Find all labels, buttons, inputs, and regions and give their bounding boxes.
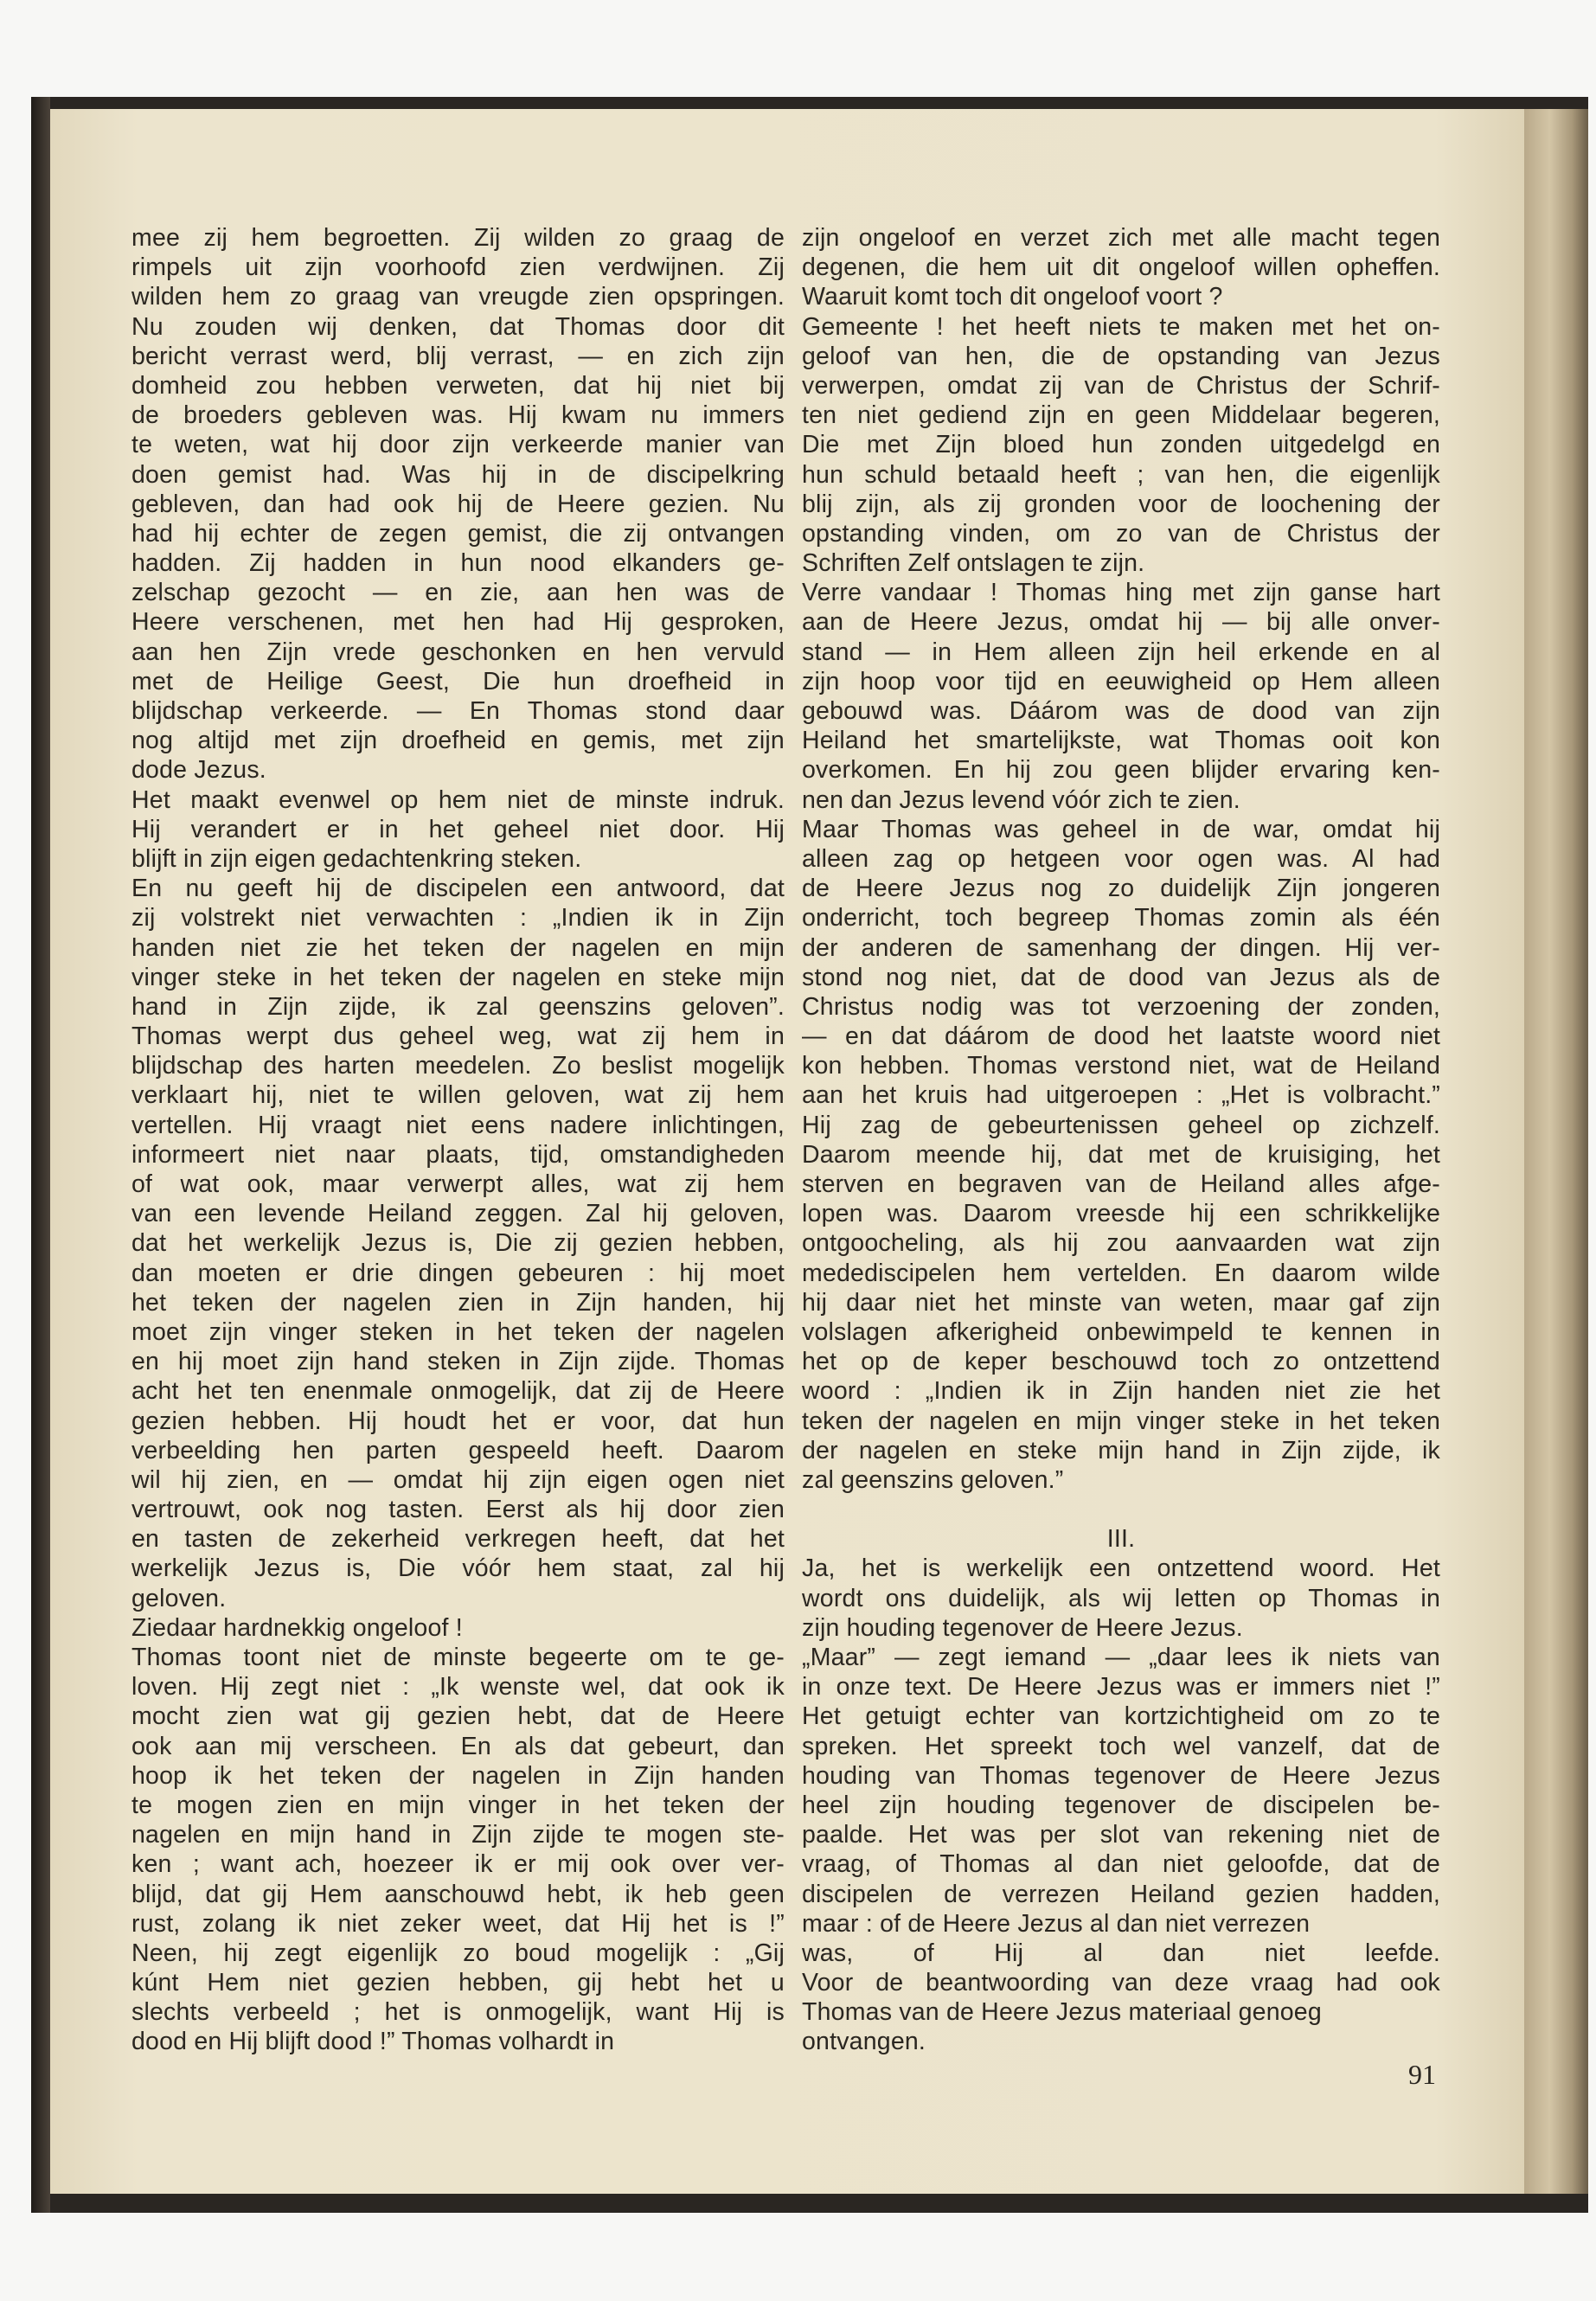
text-line: — en dat dáárom de dood het laatste woord niet [802,1022,1440,1051]
text-line: loven. Hij zegt niet : „Ik wenste wel, dat ook ik [131,1673,785,1702]
text-line: kúnt Hem niet gezien hebben, gij hebt het u [131,1969,785,1997]
text-line: Thomas toont niet de minste begeerte om te ge- [131,1644,785,1671]
text-line: ontvangen. [802,2028,926,2056]
text-line: blijd, dat gij Hem aanschouwd hebt, ik heb geen [131,1880,785,1908]
text-line: volslagen afkerigheid onbewimpeld te kennen in [802,1317,1440,1346]
text-line: zijn hoop voor tijd en eeuwigheid op Hem alleen [802,667,1440,695]
text-line: en tasten de zekerheid verkregen heeft, dat het [131,1525,785,1554]
text-line: gebouwd was. Dáárom was de dood van zijn [802,697,1440,725]
text-line: opstanding vinden, om zo van de Christus der [802,519,1440,548]
text-line: aan hen Zijn vrede geschonken en hen vervuld [131,638,785,666]
text-line: discipelen de verrezen Heiland gezien hadden, [802,1880,1440,1908]
text-line: was, of Hij al dan niet leefde. [802,1939,1440,1967]
text-line: Hij zag de gebeurtenissen geheel op zichzelf. [802,1111,1440,1139]
text-line: ook aan mij verscheen. En als dat gebeurt, dan [131,1732,785,1760]
text-line: Thomas werpt dus geheel weg, wat zij hem in [131,1022,785,1051]
text-line: Hij verandert er in het geheel niet door. Hij [131,815,785,843]
text-line: alleen zag op hetgeen voor ogen was. Al had [802,844,1440,873]
text-line: overkomen. En hij zou geen blijder ervaring ken- [802,756,1440,785]
text-line: Heiland het smartelijkste, wat Thomas ooit kon [802,727,1440,755]
text-line: Daarom meende hij, dat met de kruisiging, het [802,1140,1440,1169]
text-line: Neen, hij zegt eigenlijk zo boud mogelijk : „Gij [131,1939,785,1967]
text-line: blijft in zijn eigen gedachtenkring steken. [131,844,582,873]
text-line: stond nog niet, dat de dood van Jezus als de [802,963,1440,991]
text-line: nen dan Jezus levend vóór zich te zien. [802,785,1240,814]
text-line: hij daar niet het minste van weten, maar gaf zijn [802,1288,1440,1317]
text-line: zij volstrekt niet verwachten : „Indien ik in Zijn [131,904,785,933]
text-line: geloven. [131,1584,227,1612]
text-line: spreken. Het spreekt toch wel vanzelf, dat de [802,1732,1440,1760]
text-line: werkelijk Jezus is, Die vóór hem staat, zal hij [131,1554,785,1583]
text-line: dan moeten er drie dingen gebeuren : hij moet [131,1259,785,1287]
text-line: blijdschap des harten meedelen. Zo beslist mogelijk [131,1052,785,1080]
text-line: wordt ons duidelijk, als wij letten op Thomas in [802,1584,1440,1612]
text-line: der anderen de samenhang der dingen. Hij ver- [802,933,1440,962]
text-line: gezien hebben. Hij houdt het er voor, dat hun [131,1407,785,1435]
text-line: wil hij zien, en — omdat hij zijn eigen ogen niet [131,1465,785,1494]
text-line: de broeders gebleven was. Hij kwam nu immers [131,401,785,430]
text-line [802,1495,1440,1524]
text-line: vinger steke in het teken der nagelen en steke mijn [131,963,785,991]
text-line: onderricht, toch begreep Thomas zomin als één [802,904,1440,933]
text-line: Voor de beantwoording van deze vraag had ook [802,1969,1440,1997]
text-line: te mogen zien en mijn vinger in het teken der [131,1791,785,1819]
text-line: dood en Hij blijft dood !” Thomas volhardt in [131,2028,615,2056]
text-line: hand in Zijn zijde, ik zal geenszins geloven”. [131,992,785,1021]
text-line: dat het werkelijk Jezus is, Die zij gezien hebben, [131,1229,785,1258]
book-left-edge [31,97,50,2213]
text-line: Die met Zijn bloed hun zonden uitgedelgd en [802,431,1440,459]
text-line: teken der nagelen en mijn vinger steke in het teken [802,1407,1440,1435]
text-line: der nagelen en steke mijn hand in Zijn zijde, ik [802,1436,1440,1465]
text-line: ontgoocheling, als hij zou aanvaarden wat zijn [802,1229,1440,1258]
text-line: vertrouwt, ook nog tasten. Eerst als hij door zien [131,1496,785,1524]
text-line: bericht verrast werd, blij verrast, — en zich zijn [131,342,785,370]
text-line: slechts verbeeld ; het is onmogelijk, want Hij is [131,1998,785,2027]
text-line: „Maar” — zegt iemand — „daar lees ik niets van [802,1644,1440,1671]
text-line: medediscipelen hem vertelden. En daarom wilde [802,1259,1440,1287]
text-line: en hij moet zijn hand steken in Zijn zijde. Thomas [131,1348,785,1376]
page-number: 91 [1408,2059,1436,2090]
text-line: aan het kruis had uitgeroepen : „Het is volbracht.” [802,1081,1440,1110]
text-line: domheid zou hebben verweten, dat hij niet bij [131,371,785,400]
text-line: woord : „Indien ik in Zijn handen niet zie het [802,1377,1440,1406]
text-line: degenen, die hem uit dit ongeloof willen opheffen. [802,253,1440,282]
left-text-column [131,223,785,2057]
text-line: Gemeente ! het heeft niets te maken met het on- [802,312,1440,341]
text-line: zijn houding tegenover de Heere Jezus. [802,1613,1243,1642]
text-line: En nu geeft hij de discipelen een antwoord, dat [131,875,785,903]
text-line: het op de keper beschouwd toch zo ontzettend [802,1348,1440,1376]
text-line: Heere verschenen, met hen had Hij gesproken, [131,608,785,637]
text-line: lopen was. Daarom vreesde hij een schrikkelijke [802,1200,1440,1228]
text-line: met de Heilige Geest, Die hun droefheid in [131,667,785,695]
text-line: vertellen. Hij vraagt niet eens nadere inlichtingen, [131,1111,785,1139]
text-line: in onze text. De Heere Jezus was er immers niet !” [802,1673,1440,1702]
text-line: Waaruit komt toch dit ongeloof voort ? [802,283,1223,311]
text-line: Verre vandaar ! Thomas hing met zijn ganse hart [802,579,1440,607]
text-line: informeert niet naar plaats, tijd, omstandigheden [131,1140,785,1169]
book-spine-edge [1524,109,1588,2194]
text-line: zijn ongeloof en verzet zich met alle macht tegen [802,224,1440,252]
text-line: het teken der nagelen zien in Zijn handen, hij [131,1288,785,1317]
text-line: Het maakt evenwel op hem niet de minste indruk. [131,785,785,814]
text-line: sterven en begraven van de Heiland alles afge- [802,1170,1440,1198]
text-line: verwerpen, omdat zij van de Christus der Schrif- [802,371,1440,400]
text-line: acht het ten enenmale onmogelijk, dat zij de Heere [131,1377,785,1406]
text-line: Maar Thomas was geheel in de war, omdat hij [802,815,1440,843]
text-line: kon hebben. Thomas verstond niet, wat de Heiland [802,1052,1440,1080]
text-line: stand — in Hem alleen zijn heil erkende en al [802,638,1440,666]
text-line: hoop ik het teken der nagelen in Zijn handen [131,1761,785,1790]
text-line: blij zijn, als zij gronden voor de loochening der [802,490,1440,518]
text-line: mee zij hem begroetten. Zij wilden zo graag de [131,224,785,252]
text-line: Ja, het is werkelijk een ontzettend woord. Het [802,1554,1440,1583]
text-line: aan de Heere Jezus, omdat hij — bij alle onver- [802,608,1440,637]
text-line: handen niet zie het teken der nagelen en mijn [131,933,785,962]
text-line: Ziedaar hardnekkig ongeloof ! [131,1613,463,1642]
text-line: Thomas van de Heere Jezus materiaal genoeg [802,1998,1322,2027]
text-line: maar : of de Heere Jezus al dan niet verrezen [802,1909,1311,1938]
text-line: of wat ook, maar verwerpt alles, wat zij hem [131,1170,785,1198]
text-line: vraag, of Thomas al dan niet geloofde, dat de [802,1850,1440,1879]
text-line: hadden. Zij hadden in hun nood elkanders ge- [131,549,785,578]
text-line: doen gemist had. Was hij in de discipelkring [131,460,785,489]
text-line: Nu zouden wij denken, dat Thomas door dit [131,312,785,341]
text-line: van een levende Heiland zeggen. Zal hij geloven, [131,1200,785,1228]
text-line: hun schuld betaald heeft ; van hen, die eigenlijk [802,460,1440,489]
text-line: moet zijn vinger steken in het teken der nagelen [131,1317,785,1346]
text-line: rust, zolang ik niet zeker weet, dat Hij het is !” [131,1909,785,1938]
text-line: rimpels uit zijn voorhoofd zien verdwijnen. Zij [131,253,785,282]
text-line: verbeelding hen parten gespeeld heeft. Daarom [131,1436,785,1465]
text-line: nog altijd met zijn droefheid en gemis, met zijn [131,727,785,755]
text-line: wilden hem zo graag van vreugde zien opspringen. [131,283,785,311]
text-line: had hij echter de zegen gemist, die zij ontvangen [131,519,785,548]
text-line: ten niet gediend zijn en geen Middelaar begeren, [802,401,1440,430]
text-line: verklaart hij, niet te willen geloven, wat zij hem [131,1081,785,1110]
text-line: gebleven, dan had ook hij de Heere gezien. Nu [131,490,785,518]
text-line: III. [1106,1525,1136,1554]
right-text-column [802,223,1440,2057]
text-line: te weten, wat hij door zijn verkeerde manier van [131,431,785,459]
text-line: de Heere Jezus nog zo duidelijk Zijn jongeren [802,875,1440,903]
text-line: houding van Thomas tegenover de Heere Jezus [802,1761,1440,1790]
text-line: paalde. Het was per slot van rekening niet de [802,1821,1440,1849]
text-line: Het getuigt echter van kortzichtigheid om zo te [802,1702,1440,1731]
text-line: Schriften Zelf ontslagen te zijn. [802,549,1145,578]
text-line: dode Jezus. [131,756,266,785]
text-line: Christus nodig was tot verzoening der zonden, [802,992,1440,1021]
text-line: ken ; want ach, hoezeer ik er mij ook over ver- [131,1850,785,1879]
text-line: blijdschap verkeerde. — En Thomas stond daar [131,697,785,725]
text-line: nagelen en mijn hand in Zijn zijde te mogen ste- [131,1821,785,1849]
text-line: zelschap gezocht — en zie, aan hen was de [131,579,785,607]
text-line: heel zijn houding tegenover de discipelen be- [802,1791,1440,1819]
text-line: zal geenszins geloven.” [802,1465,1064,1494]
text-line: mocht zien wat gij gezien hebt, dat de Heere [131,1702,785,1731]
text-line: geloof van hen, die de opstanding van Jezus [802,342,1440,370]
